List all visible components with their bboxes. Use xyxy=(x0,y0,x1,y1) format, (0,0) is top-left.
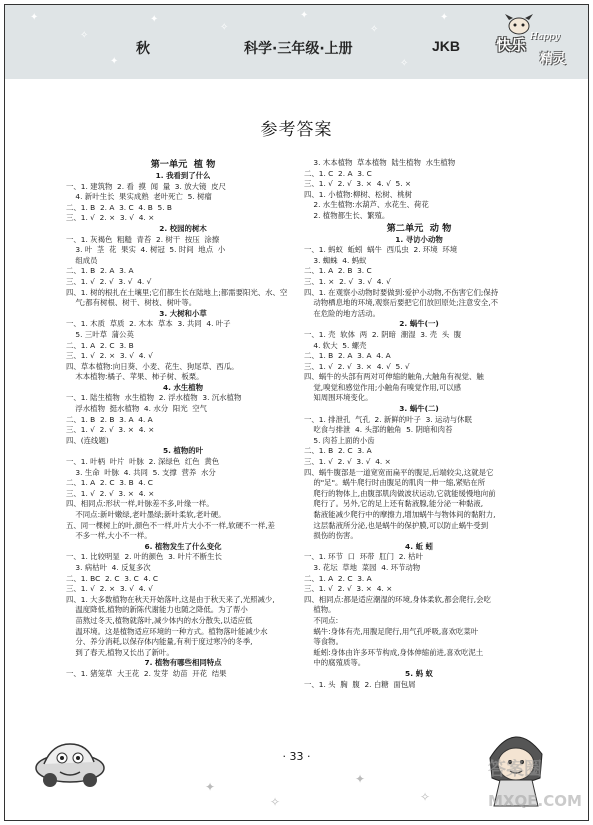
star-decoration: ✧ xyxy=(80,30,89,41)
answer-line: 组成员 xyxy=(66,255,98,265)
page-border xyxy=(4,4,589,821)
answer-line: 三、1. × 2. √ 3. √ 4. √ xyxy=(304,276,391,286)
answer-line: 爬行了。另外,它的足上还有黏液腺,能分泌一种黏液, xyxy=(304,499,484,509)
answer-line: 4. 软大 5. 螺壳 xyxy=(304,340,367,350)
answer-line: 四、蜗牛的头部有两对可伸缩的触角,大触角有视觉、触 xyxy=(304,372,484,382)
answer-line: 二、1. B 2. A 3. A 4. A xyxy=(304,351,391,361)
lesson-heading: 7. 植物有哪些相同特点 xyxy=(144,658,222,668)
answer-line: 吃食与排泄 4. 头部的触角 5. 阴暗和肉苔 xyxy=(304,425,453,435)
answer-line: 二、1. C 2. A 3. C xyxy=(304,168,372,178)
lesson-heading: 5. 植物的叶 xyxy=(162,446,204,456)
answer-line: 蜗牛:身体有壳,用腹足爬行,用气孔呼吸,喜欢吃菜叶 xyxy=(304,626,479,636)
answer-line: 3. 蜘蛛 4. 蚂蚁 xyxy=(304,255,367,265)
answer-line: 5. 肉苔上面的小齿 xyxy=(304,435,375,445)
answer-line: 爬行的物体上,由腹部肌肉做波状运动,它就能缓慢地向前 xyxy=(304,488,496,498)
answer-line: 三、1. √ 2. × 3. √ 4. √ xyxy=(66,351,153,361)
logo-english-text: Happy xyxy=(530,32,560,42)
answer-line: 损伤的伤害。 xyxy=(304,531,358,541)
star-decoration: ✦ xyxy=(440,12,449,23)
lesson-heading: 6. 植物发生了什么变化 xyxy=(144,541,222,551)
star-decoration: ✧ xyxy=(270,795,281,809)
star-decoration: ✧ xyxy=(370,24,379,35)
star-decoration: ✦ xyxy=(300,10,309,21)
star-decoration: ✧ xyxy=(420,790,431,804)
answer-line: 一、1. 蚂蚁 蚯蚓 蜗牛 西瓜虫 2. 环境 环境 xyxy=(304,245,458,255)
answer-line: 动物栖息地的环境,观察后要把它们放回原处;注意安全,不 xyxy=(304,298,498,308)
answer-line: 温度降低,植物的新陈代谢能力也随之降低。为了帮小 xyxy=(66,605,248,615)
star-decoration: ✦ xyxy=(205,780,216,794)
lesson-heading: 2. 蜗牛(一) xyxy=(399,319,439,329)
header-course: 科学·三年级·上册 xyxy=(244,41,353,57)
answer-line: 一、1. 排泄孔 气孔 2. 新鲜的叶子 3. 运动与休眠 xyxy=(304,414,472,424)
answer-line: 三、1. √ 2. √ 3. √ 4. × xyxy=(304,457,391,467)
answer-line: 四、1. 树的根扎在土壤里;它们都生长在陆地上;都需要阳光、水、空 xyxy=(66,287,288,297)
answer-line: 知周围环境变化。 xyxy=(304,393,373,403)
answer-line: 二、1. BC 2. C 3. C 4. C xyxy=(66,573,159,583)
answer-line: 一、1. 陆生植物 水生植物 2. 浮水植物 3. 沉水植物 xyxy=(66,393,242,403)
header-edition: JKB xyxy=(432,38,461,54)
answer-line: 觉,嗅觉和感觉作用;小触角有嗅觉作用,可以感 xyxy=(304,382,462,392)
answer-line: 浮水植物 挺水植物 4. 水分 阳光 空气 xyxy=(66,404,208,414)
answer-line: 二、1. B 2. A 3. A xyxy=(66,266,134,276)
answer-line: 一、1. 灰褐色 粗糙 青苔 2. 树干 按压 涂擦 xyxy=(66,234,220,244)
answer-line: 二、1. B 2. A 3. C 4. B 5. B xyxy=(66,202,173,212)
answer-line: 等食物。 xyxy=(304,637,343,647)
lesson-heading: 4. 蚯 蚓 xyxy=(405,541,433,551)
unit-heading: 第二单元 动 物 xyxy=(386,222,452,234)
answer-line: 四、草本植物:向日葵、小麦、花生、狗尾草、西瓜。 xyxy=(66,361,239,371)
answer-line: 5. 三叶草 蒲公英 xyxy=(66,329,134,339)
answer-line: 木本植物:橘子、苹果、柿子树、板栗。 xyxy=(66,372,204,382)
answer-line: 二、1. A 2. C 3. B xyxy=(66,340,134,350)
answer-line: 三、1. √ 2. √ 3. × 4. × xyxy=(66,488,155,498)
lesson-heading: 2. 校园的树木 xyxy=(159,223,207,233)
answer-line: 四、1. 在观察小动物时要做到:爱护小动物,不伤害它们;保持 xyxy=(304,287,499,297)
logo-sub-text: 精灵 xyxy=(540,52,567,67)
lesson-heading: 4. 水生植物 xyxy=(162,382,204,392)
answer-line: 不同点:新叶嫩绿,老叶墨绿;新叶柔软,老叶硬。 xyxy=(66,510,226,519)
answer-line: 植物。 xyxy=(304,605,336,615)
answer-line: 3. 花坛 草地 菜园 4. 环节动物 xyxy=(304,562,421,572)
answer-line: 中的腐殖质等。 xyxy=(304,658,366,668)
watermark-url: MXQE.COM xyxy=(488,792,582,810)
unit-heading: 第一单元 植 物 xyxy=(150,159,216,170)
answer-line: 3. 木本植物 草本植物 陆生植物 水生植物 xyxy=(304,158,456,167)
answer-line: 三、1. √ 2. √ 3. × 4. √ 5. × xyxy=(304,179,412,189)
answer-line: 三、1. √ 2. √ 3. √ 4. √ xyxy=(66,276,152,286)
answer-line: 二、1. B 2. C 3. A xyxy=(304,446,372,456)
star-decoration: ✦ xyxy=(30,12,39,23)
answer-line: 4. 新叶生长 果实成熟 老叶死亡 5. 树瘤 xyxy=(66,192,212,202)
answer-line: 在危险的地方活动。 xyxy=(304,308,380,318)
answer-line: 2. 植物都生长、繁殖。 xyxy=(304,210,390,220)
lesson-heading: 1. 我看到了什么 xyxy=(155,171,211,180)
answer-line: 三、1. √ 2. √ 3. × 4. × xyxy=(66,425,155,435)
answer-line: 3. 生命 叶脉 4. 共同 5. 支撑 营养 水分 xyxy=(66,467,216,477)
star-decoration: ✧ xyxy=(400,58,409,69)
page-title: 参考答案 xyxy=(260,120,333,140)
answer-line: 不多一样,大小不一样。 xyxy=(66,531,152,541)
star-decoration: ✦ xyxy=(150,14,159,25)
answer-line: 2. 水生植物:水葫芦、水花生、荷花 xyxy=(304,200,429,210)
answer-line: 四、相同点:都是适应潮湿的环境,身体柔软,都会爬行,会吃 xyxy=(304,594,491,604)
answer-line: 四、蜗牛腹部是一道宽宽而扁平的腹足,后端较尖,这就是它 xyxy=(304,467,494,477)
lesson-heading: 3. 蜗牛(二) xyxy=(399,404,439,414)
answer-line: 一、1. 环节 口 环带 肛门 2. 枯叶 xyxy=(304,552,423,562)
answer-line: 三、1. √ 2. √ 3. × 4. × xyxy=(304,584,393,594)
answer-line: 的"足"。蜗牛爬行时由腹足的肌肉一伸一缩,紧贴在所 xyxy=(304,478,486,488)
star-decoration: ✦ xyxy=(110,56,119,67)
answer-line: 三、1. √ 2. × 3. √ 4. √ xyxy=(66,584,153,594)
answer-line: 不同点: xyxy=(304,615,339,625)
watermark-text: 答案圈 xyxy=(488,759,542,780)
answer-line: 四、1. 大多数植物在秋天开始落叶,这是由于秋天来了,光照减少, xyxy=(66,594,275,604)
answer-line: 黏液能减少爬行中的摩擦力,增加蜗牛与物体间的黏附力, xyxy=(304,510,496,519)
answer-line: 到了春天,植物又长出了新叶。 xyxy=(66,647,174,657)
answer-line: 二、1. A 2. B 3. C xyxy=(304,266,372,276)
answer-line: 3. 叶 茎 花 果实 4. 树冠 5. 时间 地点 小 xyxy=(66,245,226,255)
answer-line: 一、1. 壳 软体 两 2. 阴暗 潮湿 3. 壳 头 腹 xyxy=(304,329,462,339)
answer-line: 一、1. 建筑物 2. 看 摸 闻 量 3. 放大镜 皮尺 xyxy=(66,181,226,191)
answer-line: 四、(连线题) xyxy=(66,435,109,445)
answer-line: 一、1. 比较明显 2. 叶的颜色 3. 叶片不断生长 xyxy=(66,552,222,562)
answer-line: 一、1. 叶柄 叶片 叶脉 2. 深绿色 红色 黄色 xyxy=(66,457,220,467)
lesson-heading: 3. 大树和小草 xyxy=(159,308,207,318)
answer-line: 四、相同点:形状一样,叶脉差不多,叶缘一样。 xyxy=(66,499,214,509)
answer-line: 四、1. 小植物:柳树、松树、桃树 xyxy=(304,189,412,199)
answer-line: 三、1. √ 2. √ 3. × 4. √ 5. √ xyxy=(304,361,410,371)
header-season: 秋 xyxy=(136,41,150,57)
lesson-heading: 1. 寻访小动物 xyxy=(395,234,443,244)
answer-line: 二、1. A 2. C 3. B 4. C xyxy=(66,478,153,488)
logo-main-text: 快乐 xyxy=(496,36,527,54)
answer-line: 一、1. 猪笼草 大王花 2. 发芽 幼苗 开花 结果 xyxy=(66,668,227,678)
page-number: · 33 · xyxy=(282,750,311,763)
answer-line: 气;都有树根、树干、树枝、树叶等。 xyxy=(66,298,197,308)
answer-line: 分、养分消耗,以保存体内能量,有利于度过寒冷的冬季, xyxy=(66,637,253,647)
star-decoration: ✧ xyxy=(220,22,229,33)
answer-line: 一、1. 木质 草质 2. 木本 草本 3. 共同 4. 叶子 xyxy=(66,319,231,329)
answer-line: 五、同一棵树上的叶,颜色不一样,叶片大小不一样,软硬不一样,差 xyxy=(66,520,275,530)
answer-line: 温环境。这是植物适应环境的一种方式。植物落叶能减少水 xyxy=(66,626,268,636)
answer-line: 这层黏液所分泌,也是蜗牛的保护膜,可以防止蜗牛受到 xyxy=(304,520,489,530)
answer-line: 一、1. 头 胸 腹 2. 白糖 面包屑 xyxy=(304,679,416,689)
star-decoration: ✦ xyxy=(355,772,366,786)
answer-line: 三、1. √ 2. × 3. √ 4. × xyxy=(66,213,155,223)
lesson-heading: 5. 蚂 蚁 xyxy=(405,668,433,678)
answer-line: 蚯蚓:身体由许多环节构成,身体伸缩前进,喜欢吃泥土 xyxy=(304,647,484,657)
answer-line: 3. 病枯叶 4. 反复多次 xyxy=(66,562,151,572)
answer-line: 二、1. A 2. C 3. A xyxy=(304,573,372,583)
answer-line: 二、1. B 2. B 3. A 4. A xyxy=(66,414,153,424)
answer-line: 苗熬过冬天,植物就落叶,减少体内的水分散失,以适应低 xyxy=(66,615,253,625)
